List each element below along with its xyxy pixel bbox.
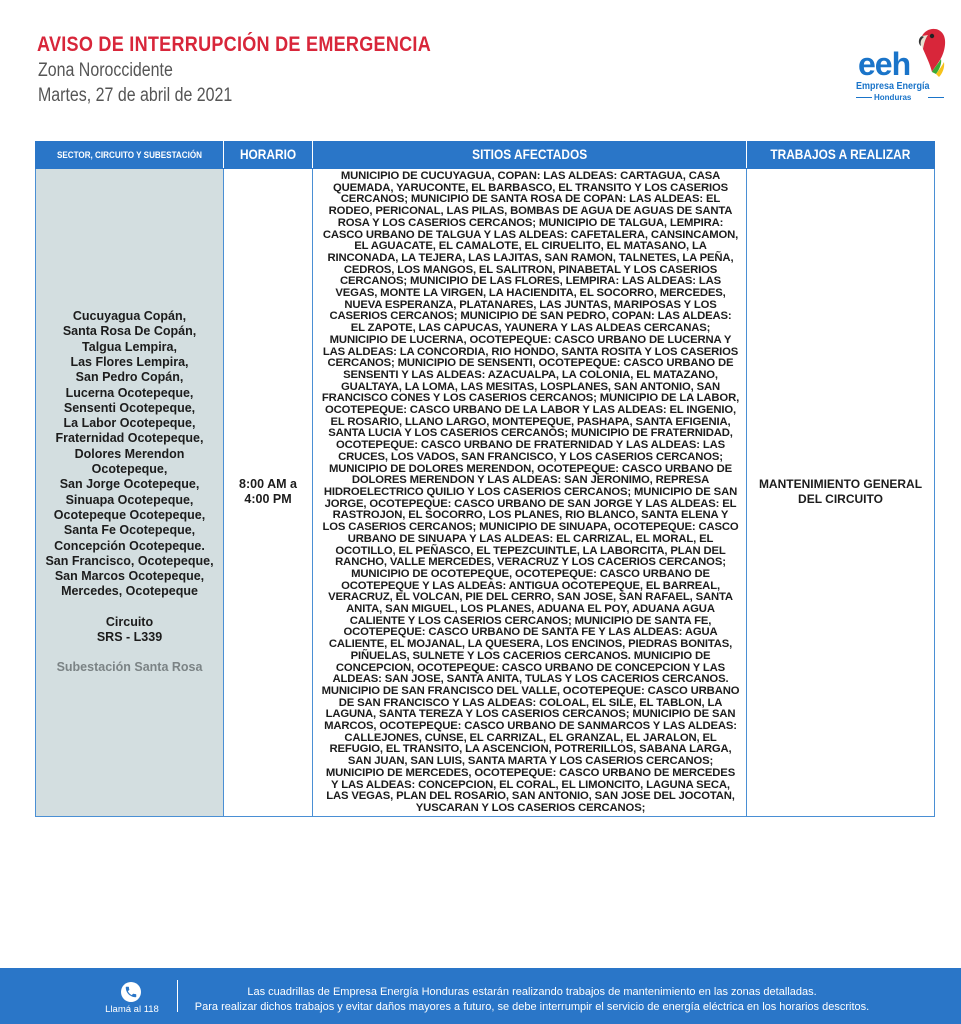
sector-line: Lucerna Ocotepeque, — [65, 385, 194, 400]
page-title: AVISO DE INTERRUPCIÓN DE EMERGENCIA — [37, 33, 432, 56]
sector-line: Santa Fe Ocotepeque, — [63, 523, 196, 538]
table-row — [36, 169, 935, 817]
date-label: Martes, 27 de abril de 2021 — [38, 85, 233, 106]
sector-line: San Marcos Ocotepeque, — [54, 569, 205, 584]
phone-label: Llamá al 118 — [105, 1004, 159, 1015]
sector-line: San Jorge Ocotepeque, — [59, 477, 200, 492]
sector-line: La Labor Ocotepeque, — [63, 416, 196, 431]
sector-line: Cucuyagua Copán, — [72, 309, 187, 324]
logo-brand: eeh — [858, 46, 911, 82]
sector-line: Santa Rosa De Copán, — [62, 324, 197, 339]
sector-cell — [36, 169, 224, 817]
sector-list — [38, 309, 221, 600]
logo-company-name: Empresa Energía — [856, 81, 930, 92]
footer-line-2: Para realizar dichos trabajos y evitar daños mayores a futuro, se debe interrumpir el servicio de energía eléctrica en los horarios descritos. — [194, 1001, 870, 1013]
circuit-label: Circuito — [105, 614, 154, 629]
header-trabajos: TRABAJOS A REALIZAR — [747, 142, 935, 169]
affected-sites-text: MUNICIPIO DE CUCUYAGUA, COPAN: LAS ALDEAS: CARTAGUA, CASA QUEMADA, YARUCONTE, EL BARBASCO, EL TRANSITO Y LOS CASERIOS CERCANOS; MUNICIPIO DE SANTA ROSA DE COPAN: LAS ALDEAS: EL RODEO, PERICONAL, LAS PILAS, BOMBAS DE AGUA DE AGUAS DE SANTA ROSA Y LOS CASERIOS CERCANOS; MUNICIPIO DE TALGUA, LEMPIRA: CASCO URBANO DE TALGUA Y LAS ALDEAS: CAFETALERA, CANSINCAMON, EL AGUACATE, EL CAMALOTE, EL CIRUELITO, EL MATASANO, LA RINCONADA, LA TEJERA, LAS LAJITAS, SAN RAMON, TALNETES, LA PEÑA, CEDROS, LOS MANGOS, EL SALITRON, PINABETAL Y LOS CASERIOS CERCANOS; MUNICIPIO DE LAS FLORES, LEMPIRA: LAS ALDEAS: LAS VEGAS, MONTE LA VIRGEN, LA HACIENDITA, EL SOCORRO, MERCEDES, NUEVA ESPERANZA, PLATANARES, LAS JUNTAS, MARIPOSAS Y LOS CASERIOS CERCANOS; MUNICIPIO DE SAN PEDRO, COPAN: LAS ALDEAS: EL ZAPOTE, LAS CAPUCAS, YAUNERA Y LAS ALDEAS CERCANAS; MUNICIPIO DE LUCERNA, OCOTEPEQUE: CASCO URBANO DE LUCERNA Y LAS ALDEAS: LA CONCORDIA, RIO HONDO, SANTA ROSITA Y LOS CASERIOS CERCANOS; MUNICIPIO DE SENSENTI, OCOTEPEQUE: CASCO URBANO DE SENSENTI Y LAS ALDEAS: AZACUALPA, LA COLONIA, EL MATAZANO, GUALTAYA, LA LOMA, LAS MESITAS, LOSPLANES, SAN ANTONIO, SAN FRANCISCO CONES Y LOS CASERIOS CERCANOS; MUNICIPIO DE LA LABOR, OCOTEPEQUE: CASCO URBANO DE LA LABOR Y LAS ALDEAS: EL INGENIO, EL ROSARIO, LLANO LARGO, MONTEPEQUE, PASHAPA, SANTA EFIGENIA, SANTA LUCIA Y LOS CASERIOS CERCANOS; MUNICIPIO DE FRATERNIDAD, OCOTEPEQUE: CASCO URBANO DE FRATERNIDAD Y LAS ALDEAS: LAS CRUCES, LOS VADOS, SAN FRANCISCO, Y LOS CASERIOS CERCANOS; MUNICIPIO DE DOLORES MERENDON, OCOTEPEQUE: CASCO URBANO DE DOLORES MERENDON Y LAS ALDEAS: SAN JERONIMO, REPRESA HIDROELECTRICO QUILIO Y LOS CASERIOS CERCANOS; MUNICIPIO DE SAN JORGE, OCOTEPEQUE: CASCO URBANO DE SAN JORGE Y LAS ALDEAS: EL RASTROJON, EL SOCORRO, LOS PLANES, RIO BLANCO, SANTA ELENA Y LOS CASERIOS CERCANOS; MUNICIPIO DE SINUAPA, OCOTEPEQUE: CASCO URBANO DE SINUAPA Y LAS ALDEAS: EL CARRIZAL, EL MORAL, EL OCOTILLO, EL PEÑASCO, EL TEPEZCUINTLE, LA LABORCITA, PLAN DEL RANCHO, VALLE MERCEDES, VERACRUZ Y LOS CACERIOS CERCANOS; MUNICIPIO DE OCOTEPEQUE, OCOTEPEQUE: CASCO URBANO DE OCOTEPEQUE Y LAS ALDEAS: ANTIGUA OCOTEPEQUE, EL BARREAL, VERACRUZ, EL VOLCAN, PIE DEL CERRO, SAN JOSE, SAN RAFAEL, SANTA ANITA, SAN MIGUEL, LOS PLANES, ADUANA EL POY, ADUANA AGUA CALIENTE Y LOS CASERIOS CERCANOS; MUNICIPIO DE SANTA FE, OCOTEPEQUE: CASCO URBANO DE SANTA FE Y LAS ALDEAS: AGUA CALIENTE, EL MOJANAL, LA QUESERA, LOS ENCINOS, PIEDRAS BONITAS, PIÑUELAS, SULNETE Y LOS CACERIOS CERCANOS. MUNICIPIO DE CONCEPCION, OCOTEPEQUE: CASCO URBANO DE CONCEPCION Y LAS ALDEAS: SAN JOSE, SANTA ANITA, TULAS Y LOS CACERIOS CERCANOS. MUNICIPIO DE SAN FRANCISCO DEL VALLE, OCOTEPEQUE: CASCO URBANO DE SAN FRANCISCO Y LAS ALDEAS: COLOAL, EL SILE, EL TABLON, LA LAGUNA, SANTA TEREZA Y LOS CASERIOS CERCANOS; MUNICIPIO DE SAN MARCOS, OCOTEPEQUE: CASCO URBANO DE SANMARCOS Y LAS ALDEAS: CALLEJONES, CUNSE, EL CARRIZAL, EL GRANZAL, EL JARALON, EL REFUGIO, EL TRANSITO, LA ASCENCION, POTRERILLOS, SABANA LARGA, SAN JUAN, SAN LUIS, SANTA MARTA Y LOS CASERIOS CERCANOS; MUNICIPIO DE MERCEDES, OCOTEPEQUE: CASCO URBANO DE MERCEDES Y LAS ALDEAS: CONCEPCION, EL CORAL, EL LIMONCITO, LAGUNA SECA, LAS VEGAS, PLAN DEL ROSARIO, SAN ANTONIO, SAN JOSE DEL JOCOTAN, YUSCARAN Y LOS CASERIOS CERCANOS; — [321, 170, 740, 814]
header-sitios: SITIOS AFECTADOS — [313, 142, 747, 169]
sector-line: Fraternidad Ocotepeque, — [55, 431, 204, 446]
header-horario: HORARIO — [224, 142, 313, 169]
logo-country: Honduras — [874, 93, 912, 102]
table-header-row — [36, 142, 935, 169]
outage-table — [35, 141, 935, 817]
phone-icon — [121, 982, 141, 1002]
footer-line-1: Las cuadrillas de Empresa Energía Honduras estarán realizando trabajos de mantenimiento en las zonas detalladas. — [247, 986, 817, 998]
work-line-2: DEL CIRCUITO — [798, 492, 883, 507]
footer-divider — [177, 980, 178, 1012]
sector-line: San Pedro Copán, — [75, 370, 184, 385]
sector-line: Sinuapa Ocotepeque, — [65, 492, 194, 507]
company-logo — [852, 22, 948, 104]
footer-notice — [187, 985, 877, 1015]
footer — [0, 968, 961, 1024]
sector-line: Dolores Merendon — [74, 446, 185, 461]
sector-line: Las Flores Lempira, — [70, 354, 189, 369]
sector-line: Sensenti Ocotepeque, — [63, 400, 196, 415]
affected-sites-cell — [313, 169, 747, 817]
circuit-code: SRS - L339 — [96, 630, 163, 644]
header — [0, 0, 961, 130]
sector-line: Ocotepeque Ocotepeque, — [53, 507, 206, 522]
schedule-start: 8:00 AM a — [239, 477, 297, 492]
schedule-cell — [224, 169, 313, 817]
sector-line: Ocotepeque, — [91, 462, 168, 477]
sector-line: Concepción Ocotepeque. — [54, 538, 205, 553]
work-line-1: MANTENIMIENTO GENERAL — [758, 477, 923, 492]
schedule-end: 4:00 PM — [244, 492, 292, 507]
work-cell — [747, 169, 935, 817]
substation-label: Subestación Santa Rosa — [56, 660, 203, 675]
phone-contact[interactable] — [103, 982, 161, 1018]
zone-label: Zona Noroccidente — [38, 60, 173, 81]
sector-line: San Francisco, Ocotepeque, — [45, 553, 214, 568]
header-sector: SECTOR, CIRCUITO Y SUBESTACIÓN — [36, 142, 224, 169]
sector-line: Mercedes, Ocotepeque — [61, 584, 198, 599]
sector-line: Talgua Lempira, — [82, 339, 177, 354]
